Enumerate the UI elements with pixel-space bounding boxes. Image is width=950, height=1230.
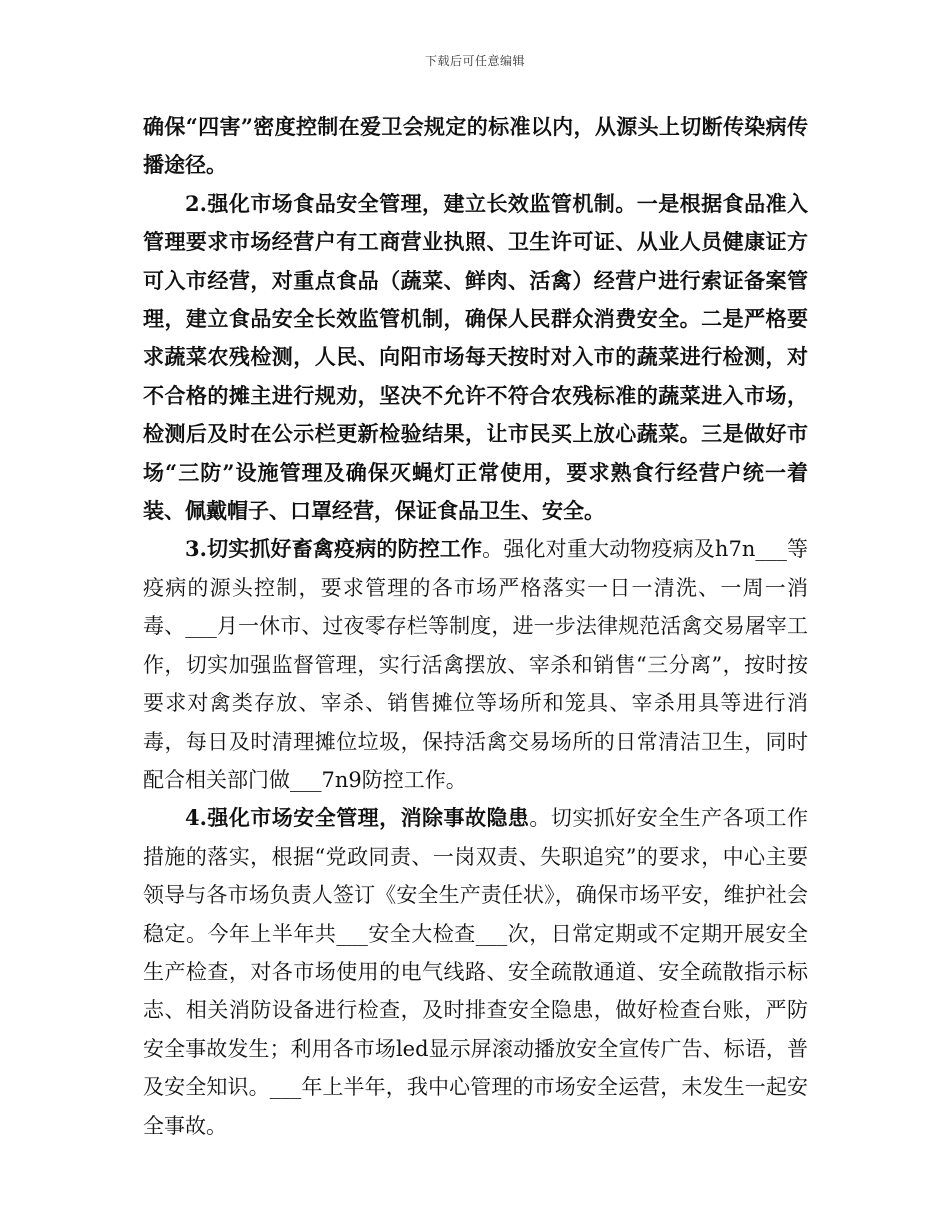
paragraph-3-text: 。强化对重大动物疫病及h7n___等疫病的源头控制，要求管理的各市场严格落实一日一清洗、一周一消毒、___月一休市、过夜零存栏等制度，进一步法律规范活禽交易屠宰工作，切实加强监督管理，实行活禽摆放、宰杀和销售“三分离”，按时按要求对禽类存放、宰杀、销售摊位等场所和笼具、宰杀用具等进行消毒，每日及时清理摊位垃圾，保持活禽交易场所的日常清洁卫生，同时配合相关部门做___7n9防控工作。 xyxy=(143,537,808,792)
paragraph-3 xyxy=(143,530,808,799)
paragraph-1 xyxy=(143,108,808,185)
document-body xyxy=(143,108,808,1145)
paragraph-3-heading: 3.切实抓好畜禽疫病的防控工作 xyxy=(185,536,483,562)
paragraph-1-bold: 确保“四害”密度控制在爱卫会规定的标准以内，从源头上切断传染病传播途径。 xyxy=(143,114,808,178)
page-header: 下载后可任意编辑 xyxy=(424,54,525,68)
paragraph-4-text: 。切实抓好安全生产各项工作措施的落实，根据“党政同责、一岗双责、失职追究”的要求，中心主要领导与各市场负责人签订《安全生产责任状》，确保市场平安，维护社会稳定。今年上半年共___安全大检查___次，日常定期或不定期开展安全生产检查，对各市场使用的电气线路、安全疏散通道、安全疏散指示标志、相关消防设备进行检查，及时排查安全隐患，做好检查台账，严防安全事故发生；利用各市场led显示屏滚动播放安全宣传广告、标语，普及安全知识。___年上半年，我中心管理的市场安全运营，未发生一起安全事故。 xyxy=(143,806,809,1138)
paragraph-2 xyxy=(143,185,808,531)
paragraph-2-bold: 2.强化市场食品安全管理，建立长效监管机制。一是根据食品准入管理要求市场经营户有工商营业执照、卫生许可证、从业人员健康证方可入市经营，对重点食品（蔬菜、鲜肉、活禽）经营户进行索证备案管理，建立食品安全长效监管机制，确保人民群众消费安全。二是严格要求蔬菜农残检测，人民、向阳市场每天按时对入市的蔬菜进行检测，对不合格的摊主进行规劝，坚决不允许不符合农残标准的蔬菜进入市场，检测后及时在公示栏更新检验结果，让市民买上放心蔬菜。三是做好市场“三防”设施管理及确保灭蝇灯正常使用，要求熟食行经营户统一着装、佩戴帽子、口罩经营，保证食品卫生、安全。 xyxy=(143,190,808,524)
paragraph-4-heading: 4.强化市场安全管理，消除事故隐患 xyxy=(185,805,530,831)
paragraph-4 xyxy=(143,799,808,1145)
